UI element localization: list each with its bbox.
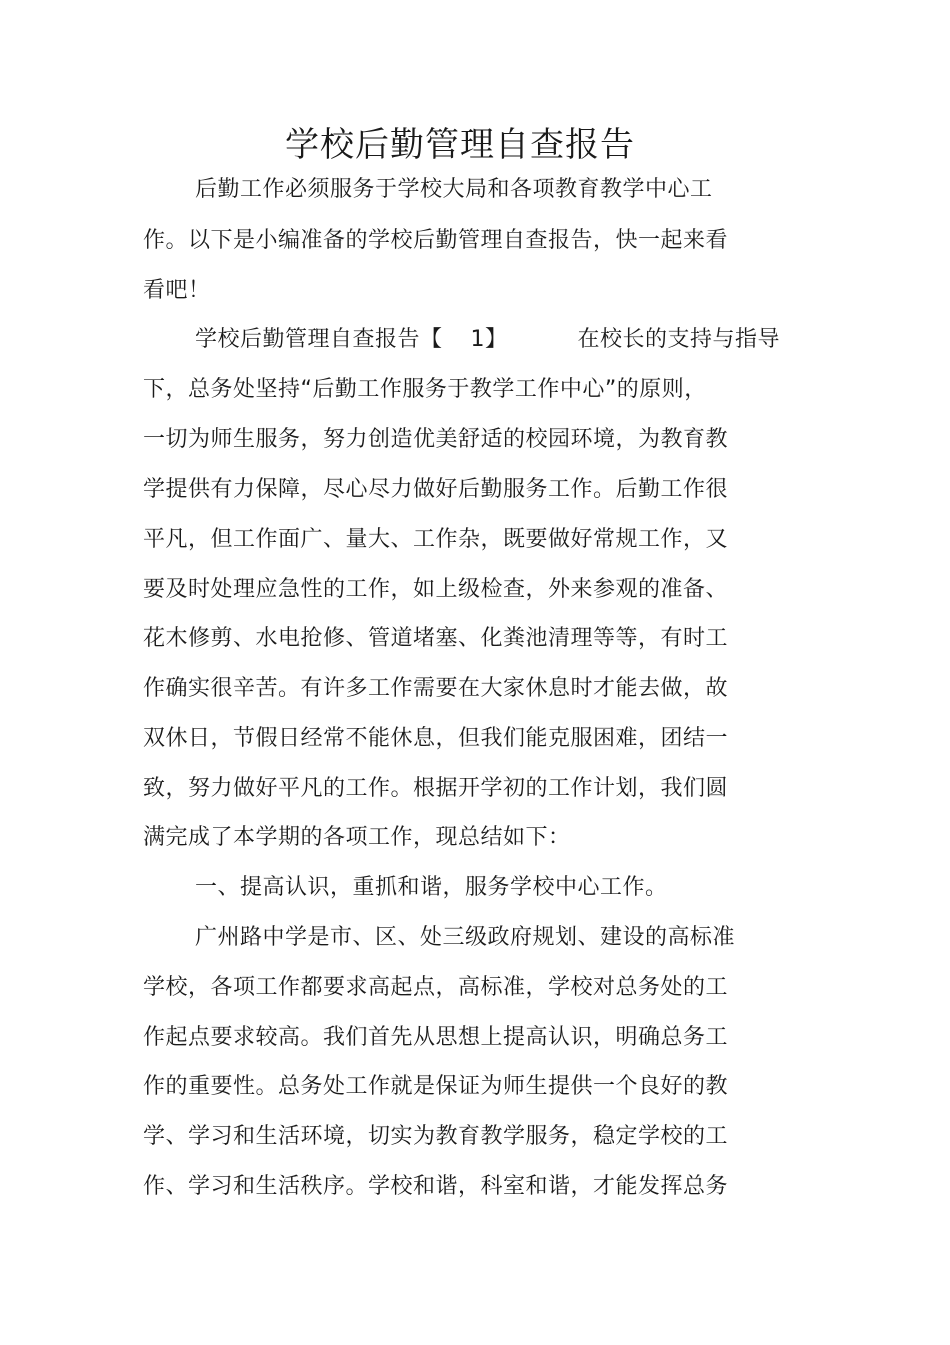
section-heading-label: 学校后勤管理自查报告【 <box>195 327 443 352</box>
para-two-line-3: 作起点要求较高。我们首先从思想上提高认识，明确总务工 <box>143 1025 729 1050</box>
body-line-4: 平凡，但工作面广、量大、工作杂，既要做好常规工作，又 <box>143 527 729 552</box>
body-line-1: 下，总务处坚持“后勤工作服务于教学工作中心”的原则， <box>143 377 707 402</box>
body-line-5: 要及时处理应急性的工作，如上级检查，外来参观的准备、 <box>143 577 729 602</box>
body-line-3: 学提供有力保障，尽心尽力做好后勤服务工作。后勤工作很 <box>143 477 729 502</box>
para-two-line-5: 学、学习和生活环境，切实为教育教学服务，稳定学校的工 <box>143 1124 729 1149</box>
body-line-10: 满完成了本学期的各项工作，现总结如下： <box>143 825 571 850</box>
body-line-9: 致，努力做好平凡的工作。根据开学初的工作计划，我们圆 <box>143 776 729 801</box>
document-title: 学校后勤管理自查报告 <box>285 125 635 165</box>
body-line-8: 双休日，节假日经常不能休息，但我们能克服困难，团结一 <box>143 726 729 751</box>
section-heading <box>195 315 780 365</box>
section-heading-rest: 在校长的支持与指导 <box>577 327 781 352</box>
para-two-line-6: 作、学习和生活秩序。学校和谐，科室和谐，才能发挥总务 <box>143 1174 729 1199</box>
point-one-heading: 一、提高认识，重抓和谐，服务学校中心工作。 <box>195 875 668 900</box>
intro-line-2: 作。以下是小编准备的学校后勤管理自查报告，快一起来看 <box>143 228 729 253</box>
section-heading-number: 1 <box>470 327 486 352</box>
body-line-6: 花木修剪、水电抢修、管道堵塞、化粪池清理等等，有时工 <box>143 626 729 651</box>
para-two-line-1: 广州路中学是市、区、处三级政府规划、建设的高标准 <box>195 925 736 950</box>
para-two-line-4: 作的重要性。总务处工作就是保证为师生提供一个良好的教 <box>143 1074 729 1099</box>
para-two-line-2: 学校，各项工作都要求高起点，高标准，学校对总务处的工 <box>143 975 729 1000</box>
body-line-7: 作确实很辛苦。有许多工作需要在大家休息时才能去做，故 <box>143 676 729 701</box>
intro-line-3: 看吧！ <box>143 278 211 303</box>
body-line-2: 一切为师生服务，努力创造优美舒适的校园环境，为教育教 <box>143 427 729 452</box>
intro-line-1: 后勤工作必须服务于学校大局和各项教育教学中心工 <box>195 177 713 202</box>
section-heading-close: 】 <box>485 327 508 352</box>
